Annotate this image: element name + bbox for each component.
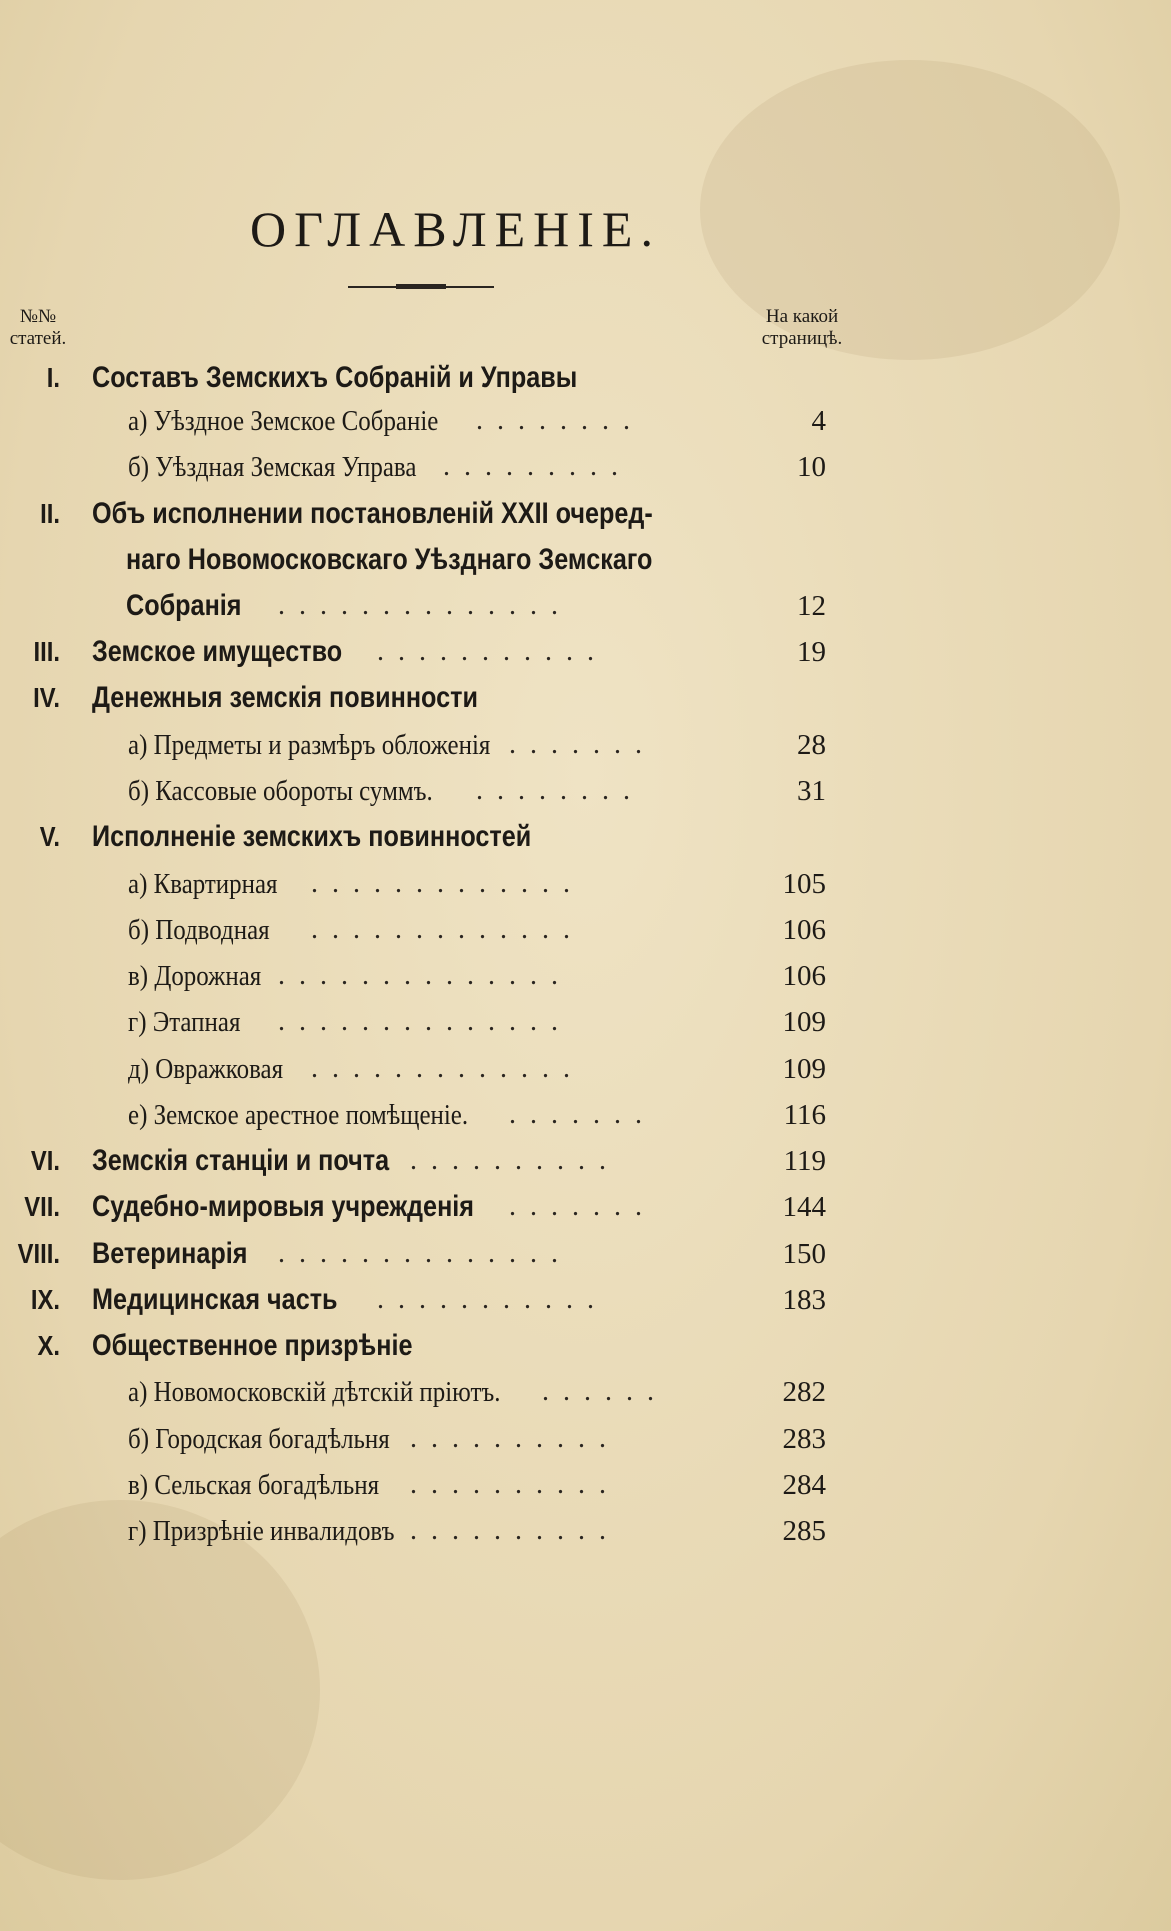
page-number: 4 — [811, 405, 826, 437]
page-number: 282 — [782, 1376, 826, 1408]
section-number: VI. — [30, 1145, 60, 1176]
section-number: III. — [33, 636, 60, 667]
section-title: Земское имущество — [92, 635, 343, 668]
page-title: ОГЛАВЛЕНІЕ. — [250, 201, 661, 257]
toc-row — [0, 629, 1171, 675]
toc-row — [0, 953, 1171, 999]
dot-leader: ............. — [311, 1053, 584, 1084]
subsection-title: г) Призрѣніе инвалидовъ — [128, 1515, 395, 1547]
page-number: 12 — [797, 590, 826, 622]
dot-leader: ............. — [311, 868, 584, 899]
page-number: 183 — [782, 1284, 826, 1316]
section-number: X. — [37, 1330, 60, 1361]
dot-leader: ....... — [509, 1191, 656, 1222]
dot-leader: ...... — [542, 1376, 668, 1407]
section-title: Судебно-мировыя учрежденія — [92, 1190, 475, 1223]
toc-row — [0, 907, 1171, 953]
page-number: 106 — [782, 914, 826, 946]
page-number-header-line1: На какой — [765, 306, 839, 327]
page-number-header-line2: страницѣ. — [761, 328, 843, 349]
page-number: 119 — [783, 1145, 826, 1177]
page-number-header — [746, 306, 858, 350]
section-number: I. — [46, 362, 60, 393]
section-title: Ветеринарія — [92, 1237, 248, 1270]
dot-leader: ......... — [443, 451, 632, 482]
section-title: Собранія — [126, 589, 242, 622]
toc-row — [0, 1046, 1171, 1092]
paper-stain — [0, 1500, 320, 1880]
section-number: VII. — [24, 1191, 60, 1222]
page-number: 31 — [797, 775, 826, 807]
page-number: 116 — [783, 1099, 826, 1131]
toc-row — [0, 722, 1171, 768]
toc-row — [0, 583, 1171, 629]
subsection-title: б) Кассовые обороты суммъ. — [128, 775, 433, 807]
dot-leader: ....... — [509, 1099, 656, 1130]
page-number: 105 — [782, 868, 826, 900]
section-number: IV. — [33, 682, 60, 713]
subsection-title: б) Подводная — [128, 914, 270, 946]
dot-leader: .............. — [278, 1006, 572, 1037]
article-number-header-line1: №№ — [19, 306, 57, 327]
page-number: 109 — [782, 1053, 826, 1085]
toc-row — [0, 1231, 1171, 1277]
page-number: 284 — [782, 1469, 826, 1501]
section-title: Исполненіе земскихъ повинностей — [92, 820, 532, 853]
section-number: IX. — [30, 1284, 60, 1315]
page-number: 150 — [782, 1238, 826, 1270]
dot-leader: .............. — [278, 960, 572, 991]
toc-row — [0, 1508, 1171, 1554]
section-title: Денежныя земскія повинности — [92, 681, 478, 714]
page-number: 28 — [797, 729, 826, 761]
subsection-title: а) Предметы и размѣръ обложенія — [128, 729, 491, 761]
section-title: Общественное призрѣніе — [92, 1329, 413, 1362]
dot-leader: ....... — [509, 729, 656, 760]
section-title: Земскія станціи и почта — [92, 1144, 390, 1177]
page-number: 109 — [782, 1006, 826, 1038]
toc-row — [0, 537, 1171, 583]
page-number: 144 — [782, 1191, 826, 1223]
dot-leader: .......... — [410, 1423, 620, 1454]
dot-leader: ........... — [377, 636, 608, 667]
section-number: V. — [39, 821, 60, 852]
section-number: VIII. — [17, 1238, 60, 1269]
dot-leader: ............. — [311, 914, 584, 945]
toc-row — [0, 398, 1171, 444]
dot-leader: ........ — [476, 775, 644, 806]
toc-row — [0, 768, 1171, 814]
article-number-header — [0, 306, 76, 350]
dot-leader: .......... — [410, 1515, 620, 1546]
dot-leader: ........... — [377, 1284, 608, 1315]
section-title: Составъ Земскихъ Собраній и Управы — [92, 361, 578, 394]
toc-row — [0, 1323, 1171, 1369]
subsection-title: б) Уѣздная Земская Управа — [128, 451, 417, 483]
toc-row — [0, 1138, 1171, 1184]
subsection-title: а) Квартирная — [128, 868, 278, 900]
title-rule-center — [396, 284, 446, 289]
page-number: 19 — [797, 636, 826, 668]
subsection-title: г) Этапная — [128, 1006, 241, 1038]
dot-leader: .......... — [410, 1145, 620, 1176]
toc-row — [0, 999, 1171, 1045]
section-title: Объ исполнении постановленій XXII очеред- — [92, 497, 653, 530]
toc-row — [0, 675, 1171, 721]
subsection-title: б) Городская богадѣльня — [128, 1423, 390, 1455]
subsection-title: в) Дорожная — [128, 960, 262, 992]
section-title: Медицинская часть — [92, 1283, 338, 1316]
toc-row — [0, 1092, 1171, 1138]
page-number: 106 — [782, 960, 826, 992]
page-number: 285 — [782, 1515, 826, 1547]
page-number: 283 — [782, 1423, 826, 1455]
toc-row — [0, 491, 1171, 537]
dot-leader: ........ — [476, 405, 644, 436]
toc-row — [0, 1369, 1171, 1415]
subsection-title: а) Новомосковскій дѣтскій пріютъ. — [128, 1376, 501, 1408]
section-title: наго Новомосковскаго Уѣзднаго Земскаго — [126, 543, 653, 576]
article-number-header-line2: статей. — [9, 328, 67, 349]
toc-row — [0, 355, 1171, 401]
toc-row — [0, 444, 1171, 490]
subsection-title: е) Земское арестное помѣщеніе. — [128, 1099, 469, 1131]
section-number: II. — [40, 498, 60, 529]
toc-row — [0, 861, 1171, 907]
toc-row — [0, 1416, 1171, 1462]
subsection-title: в) Сельская богадѣльня — [128, 1469, 380, 1501]
dot-leader: .............. — [278, 1238, 572, 1269]
page-number: 10 — [797, 451, 826, 483]
subsection-title: д) Овражковая — [128, 1053, 284, 1085]
subsection-title: а) Уѣздное Земское Собраніе — [128, 405, 439, 437]
toc-row — [0, 1277, 1171, 1323]
toc-row — [0, 1184, 1171, 1230]
toc-row — [0, 814, 1171, 860]
dot-leader: .......... — [410, 1469, 620, 1500]
dot-leader: .............. — [278, 590, 572, 621]
toc-row — [0, 1462, 1171, 1508]
